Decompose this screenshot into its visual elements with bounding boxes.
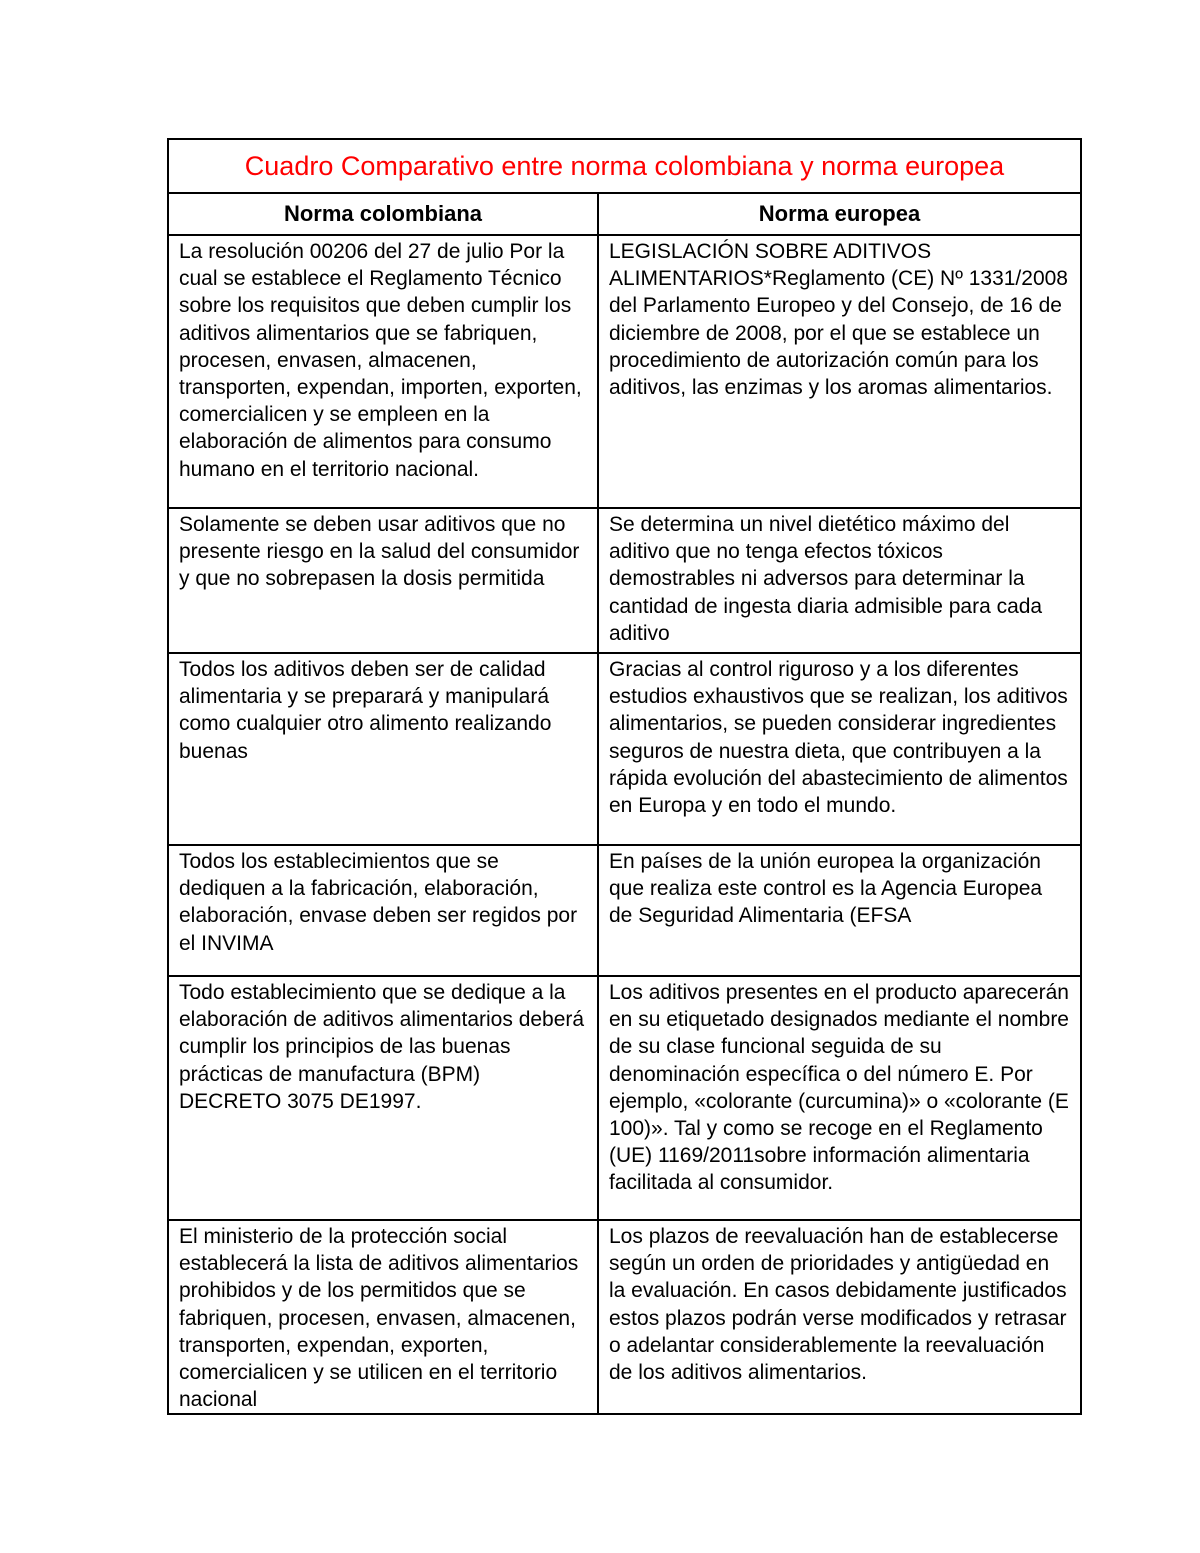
cell-europea: LEGISLACIÓN SOBRE ADITIVOS ALIMENTARIOS*Reglamento (CE) Nº 1331/2008 del Parlamento Europeo y del Consejo, de 16 de diciembre de 2008, por el que se establece un procedimiento de autorización común para los aditivos, las enzimas y los aromas alimentarios.	[598, 235, 1081, 508]
cell-colombiana: Todos los aditivos deben ser de calidad alimentaria y se preparará y manipulará como cualquier otro alimento realizando buenas	[168, 653, 598, 845]
table-row	[168, 1220, 1081, 1414]
cell-colombiana: Solamente se deben usar aditivos que no presente riesgo en la salud del consumidor y que no sobrepasen la dosis permitida	[168, 508, 598, 653]
header-norma-europea: Norma europea	[598, 193, 1081, 235]
table-row	[168, 845, 1081, 976]
cell-europea: Los aditivos presentes en el producto aparecerán en su etiquetado designados mediante el nombre de su clase funcional seguida de su denominación específica o del número E. Por ejemplo, «colorante (curcumina)» o «colorante (E 100)». Tal y como se recoge en el Reglamento (UE) 1169/2011sobre información alimentaria facilitada al consumidor.	[598, 976, 1081, 1220]
title-row	[168, 139, 1081, 193]
table-row	[168, 235, 1081, 508]
table-row	[168, 976, 1081, 1220]
cell-colombiana: El ministerio de la protección social establecerá la lista de aditivos alimentarios prohibidos y de los permitidos que se fabriquen, procesen, envasen, almacenen, transporten, expendan, exporten, comercialicen y se utilicen en el territorio nacional	[168, 1220, 598, 1414]
cell-colombiana: Todo establecimiento que se dedique a la elaboración de aditivos alimentarios deberá cumplir los principios de las buenas prácticas de manufactura (BPM) DECRETO 3075 DE1997.	[168, 976, 598, 1220]
header-row	[168, 193, 1081, 235]
cell-colombiana: Todos los establecimientos que se dediquen a la fabricación, elaboración, elaboración, envase deben ser regidos por el INVIMA	[168, 845, 598, 976]
header-norma-colombiana: Norma colombiana	[168, 193, 598, 235]
cell-europea: Los plazos de reevaluación han de establecerse según un orden de prioridades y antigüedad en la evaluación. En casos debidamente justificados estos plazos podrán verse modificados y retrasar o adelantar considerablemente la reevaluación de los aditivos alimentarios.	[598, 1220, 1081, 1414]
cell-europea: Se determina un nivel dietético máximo del aditivo que no tenga efectos tóxicos demostrables ni adversos para determinar la cantidad de ingesta diaria admisible para cada aditivo	[598, 508, 1081, 653]
comparison-table	[167, 138, 1082, 1415]
cell-colombiana: La resolución 00206 del 27 de julio Por la cual se establece el Reglamento Técnico sobre los requisitos que deben cumplir los aditivos alimentarios que se fabriquen, procesen, envasen, almacenen, transporten, expendan, importen, exporten, comercialicen y se empleen en la elaboración de alimentos para consumo humano en el territorio nacional.	[168, 235, 598, 508]
cell-europea: Gracias al control riguroso y a los diferentes estudios exhaustivos que se realizan, los aditivos alimentarios, se pueden considerar ingredientes seguros de nuestra dieta, que contribuyen a la rápida evolución del abastecimiento de alimentos en Europa y en todo el mundo.	[598, 653, 1081, 845]
cell-europea: En países de la unión europea la organización que realiza este control es la Agencia Europea de Seguridad Alimentaria (EFSA	[598, 845, 1081, 976]
table-title: Cuadro Comparativo entre norma colombiana y norma europea	[168, 139, 1081, 193]
table-row	[168, 508, 1081, 653]
table-row	[168, 653, 1081, 845]
